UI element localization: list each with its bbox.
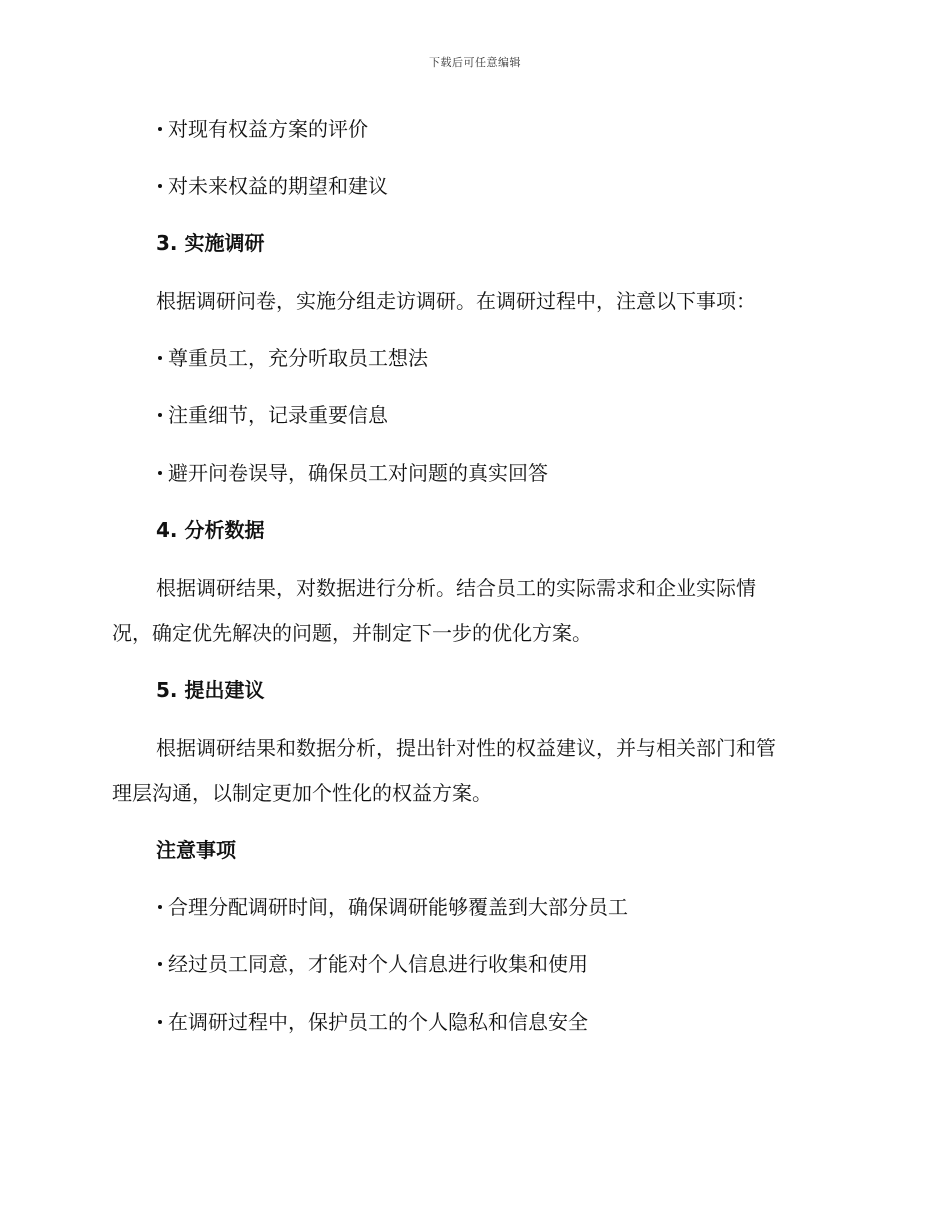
- bullet-text: 尊重员工，充分听取员工想法: [168, 346, 428, 370]
- section-heading: 3. 实施调研: [156, 231, 265, 255]
- bullet-icon: [158, 127, 162, 131]
- bullet-icon: [158, 962, 162, 966]
- bullet-text: 避开问卷误导，确保员工对问题的真实回答: [168, 461, 548, 485]
- bullet-item: [156, 401, 388, 429]
- paragraph-line: 根据调研结果和数据分析，提出针对性的权益建议，并与相关部门和管: [156, 736, 776, 760]
- bullet-icon: [158, 1020, 162, 1024]
- bullet-icon: [158, 471, 162, 475]
- paragraph: 根据调研问卷，实施分组走访调研。在调研过程中，注意以下事项：: [156, 289, 756, 313]
- bullet-item: [156, 115, 368, 143]
- bullet-item: [156, 344, 428, 372]
- bullet-item: [156, 172, 388, 200]
- paragraph-line: 况，确定优先解决的问题，并制定下一步的优化方案。: [112, 621, 592, 645]
- section-heading: 注意事项: [156, 838, 236, 862]
- paragraph-line: 理层沟通，以制定更加个性化的权益方案。: [112, 781, 492, 805]
- bullet-text: 合理分配调研时间，确保调研能够覆盖到大部分员工: [168, 895, 628, 919]
- bullet-text: 在调研过程中，保护员工的个人隐私和信息安全: [168, 1010, 588, 1034]
- bullet-text: 注重细节，记录重要信息: [168, 403, 388, 427]
- bullet-item: [156, 459, 548, 487]
- page-header: 下载后可任意编辑: [429, 56, 521, 69]
- bullet-icon: [158, 413, 162, 417]
- bullet-icon: [158, 356, 162, 360]
- bullet-icon: [158, 184, 162, 188]
- bullet-icon: [158, 905, 162, 909]
- bullet-item: [156, 893, 628, 921]
- bullet-item: [156, 1008, 588, 1036]
- bullet-item: [156, 950, 588, 978]
- bullet-text: 对未来权益的期望和建议: [168, 174, 388, 198]
- paragraph-line: 根据调研结果，对数据进行分析。结合员工的实际需求和企业实际情: [156, 576, 756, 600]
- bullet-text: 对现有权益方案的评价: [168, 117, 368, 141]
- section-heading: 5. 提出建议: [156, 678, 265, 702]
- section-heading: 4. 分析数据: [156, 518, 265, 542]
- bullet-text: 经过员工同意，才能对个人信息进行收集和使用: [168, 952, 588, 976]
